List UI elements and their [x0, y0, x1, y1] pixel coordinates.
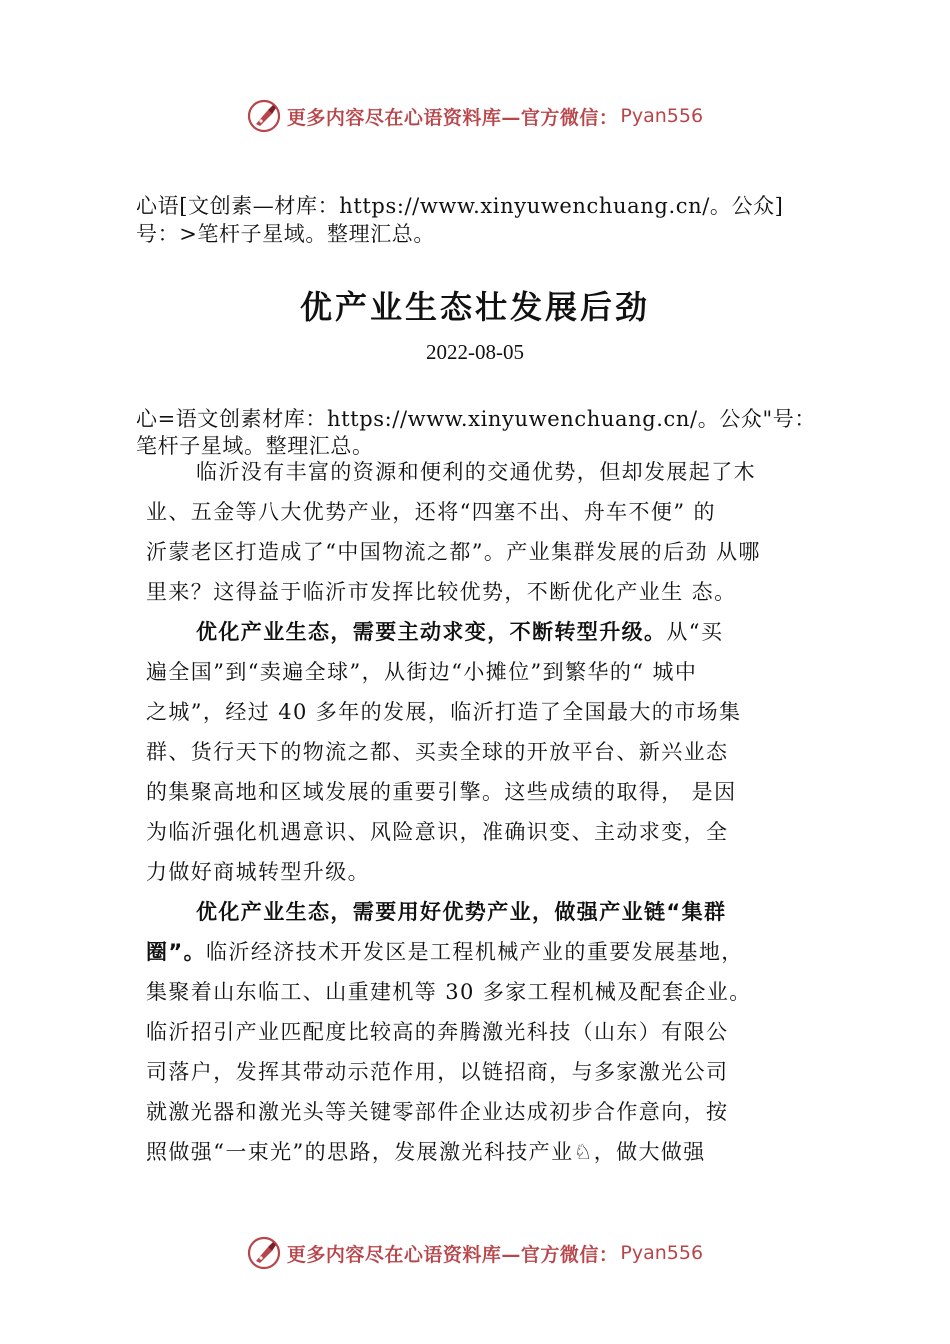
pen-nib-logo-icon: [247, 99, 281, 133]
article-body: [146, 452, 822, 1172]
paragraph-line: 就激光器和激光头等关键零部件企业达成初步合作意向，按: [146, 1100, 729, 1124]
banner-text: 更多内容尽在心语资料库—官方微信：: [286, 1243, 619, 1266]
pen-nib-logo-icon: [247, 1236, 281, 1270]
banner-wechat-id: Pyan556: [620, 1242, 704, 1264]
paragraph-line: 力做好商城转型升级。: [146, 860, 370, 884]
paragraph-line: 为临沂强化机遇意识、风险意识，准确识变、主动求变，全: [146, 820, 729, 844]
paragraph-line: 的集聚高地和区域发展的重要引擎。这些成绩的取得， 是因: [146, 780, 737, 804]
paragraph-line: 临沂招引产业匹配度比较高的奔腾激光科技（山东）有限公: [146, 1020, 729, 1044]
banner-wechat-id: Pyan556: [620, 105, 704, 127]
header-note-line-1: 心语[文创素—材库：https://www.xinyuwenchuang.cn/。公众]: [136, 194, 784, 218]
header-note-line-2: 号：>笔杆子星域。整理汇总。: [136, 222, 435, 246]
paragraph-line: 临沂没有丰富的资源和便利的交通优势，但却发展起了木: [196, 460, 756, 484]
paragraph-text: 临沂经济技术开发区是工程机械产业的重要发展基地，: [206, 940, 744, 964]
bold-lead: 优化产业生态，需要用好优势产业，做强产业链“集群: [196, 900, 727, 924]
source-note-line-1: 心=语文创素材库：https://www.xinyuwenchuang.cn/。公众"号：: [136, 407, 816, 431]
paragraph-line: 业、五金等八大优势产业，还将“四塞不出、舟车不便” 的: [146, 500, 716, 524]
paragraph-line: 集聚着山东临工、山重建机等 30 多家工程机械及配套企业。: [146, 980, 752, 1004]
source-note-line-2: 笔杆子星域。整理汇总。: [136, 434, 374, 458]
banner-text: 更多内容尽在心语资料库—官方微信：: [286, 106, 619, 129]
paragraph-line: [146, 612, 822, 652]
paragraph-line: [146, 892, 822, 932]
paragraph-line: 沂蒙老区打造成了“中国物流之都”。产业集群发展的后劲 从哪: [146, 540, 761, 564]
bold-lead: 优化产业生态，需要主动求变，不断转型升级。: [196, 620, 667, 644]
top-watermark-banner: [0, 94, 950, 138]
bottom-watermark-banner: [0, 1231, 950, 1275]
paragraph-line: 之城”，经过 40 多年的发展，临沂打造了全国最大的市场集: [146, 700, 742, 724]
bold-lead: 圈”。: [146, 940, 207, 964]
paragraph-line: [146, 932, 822, 972]
article-title: 优产业生态壮发展后劲: [299, 288, 650, 326]
article-date: 2022-08-05: [426, 340, 524, 364]
paragraph-line: 群、货行天下的物流之都、买卖全球的开放平台、新兴业态: [146, 740, 729, 764]
paragraph-line: 里来？这得益于临沂市发挥比较优势，不断优化产业生 态。: [146, 580, 737, 604]
paragraph-line: 照做强“一束光”的思路，发展激光科技产业♘，做大做强: [146, 1140, 706, 1164]
paragraph-line: 遍全国”到“卖遍全球”，从街边“小摊位”到繁华的“ 城中: [146, 660, 698, 684]
paragraph-text: 从“买: [666, 620, 724, 644]
paragraph-line: 司落户，发挥其带动示范作用，以链招商，与多家激光公司: [146, 1060, 729, 1084]
